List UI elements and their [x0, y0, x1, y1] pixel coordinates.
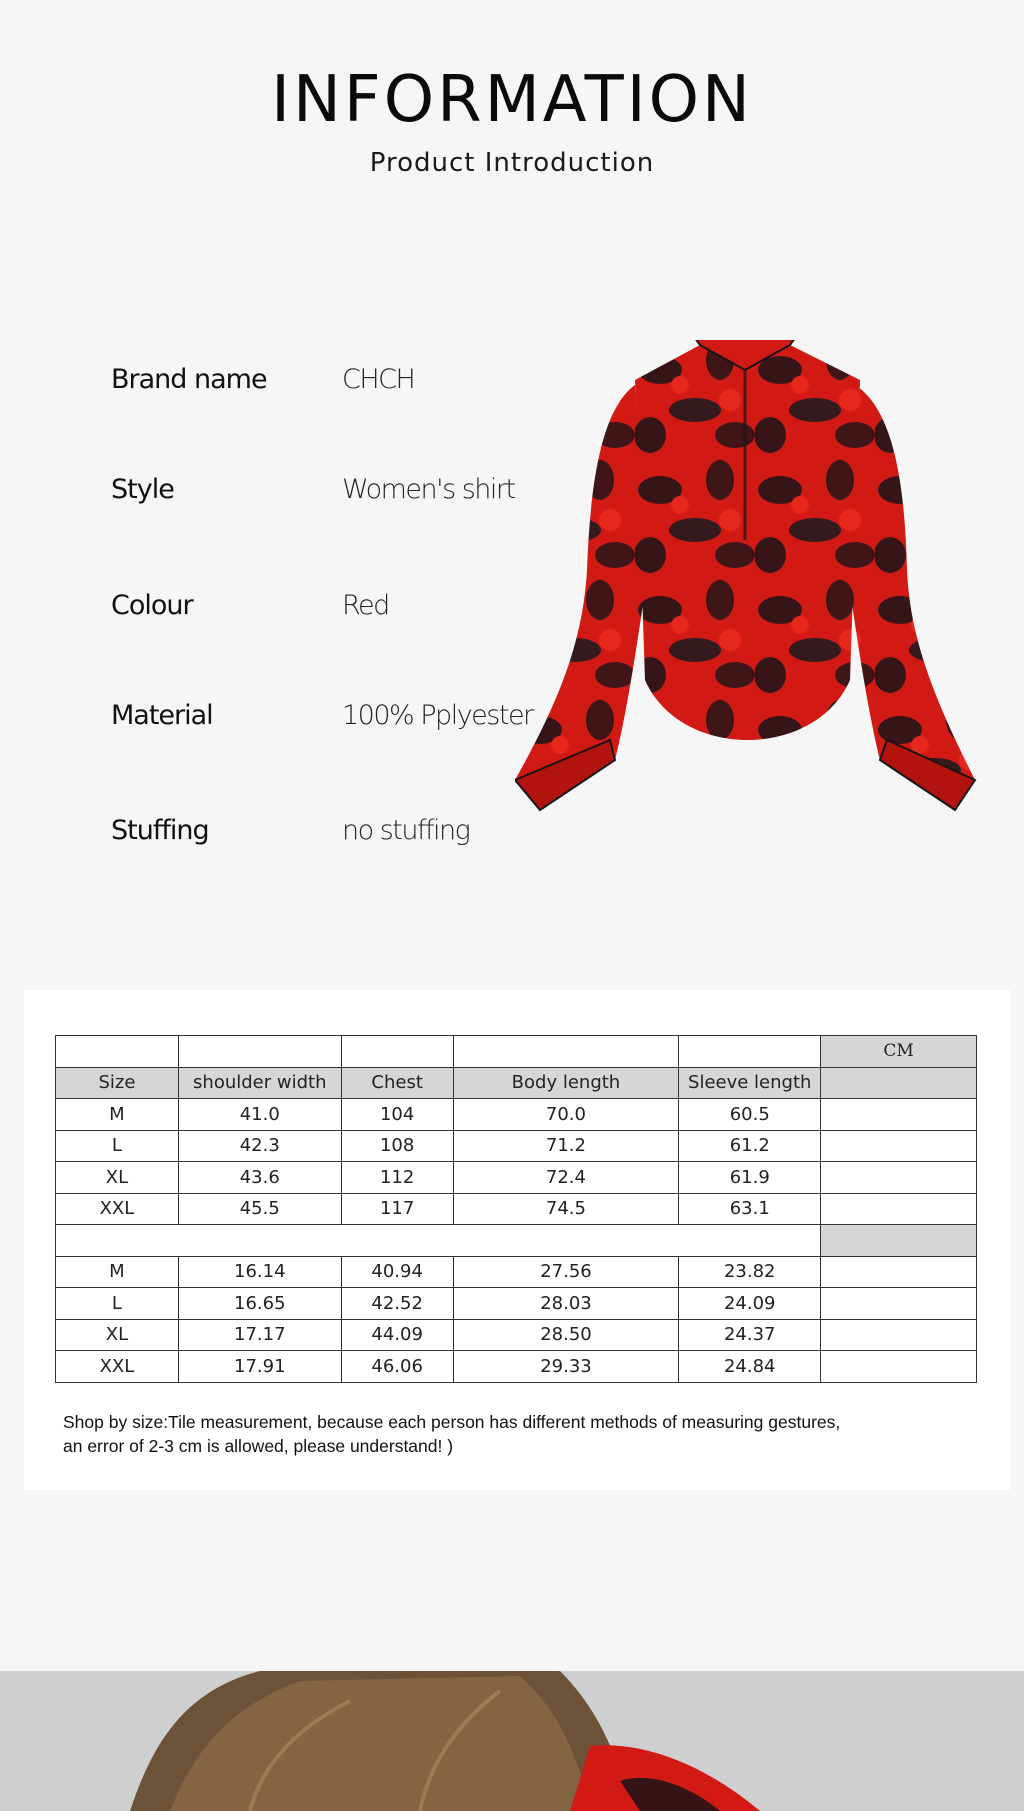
spec-row-stuffing	[0, 815, 540, 859]
table-cell: 16.14	[178, 1256, 341, 1288]
table-row	[56, 1193, 977, 1225]
table-cell: 27.56	[453, 1256, 679, 1288]
spec-label: Material	[111, 700, 213, 731]
spec-value: Red	[342, 590, 389, 621]
size-note-line: Shop by size:Tile measurement, because each person has different methods of measuring gestures,	[63, 1412, 841, 1432]
table-cell: 28.50	[453, 1319, 679, 1351]
spec-row-colour	[0, 590, 540, 634]
table-cell: 112	[341, 1162, 453, 1194]
table-row	[56, 1162, 977, 1194]
table-cell: 45.5	[178, 1193, 341, 1225]
table-cell: 29.33	[453, 1351, 679, 1383]
table-row	[56, 1288, 977, 1320]
table-cell: 61.2	[679, 1130, 821, 1162]
spec-row-style	[0, 474, 540, 518]
product-image-shirt	[515, 340, 980, 830]
spec-row-brand	[0, 364, 540, 408]
table-cell: XL	[56, 1319, 179, 1351]
table-cell: 41.0	[178, 1099, 341, 1131]
table-cell: XXL	[56, 1193, 179, 1225]
column-header: Size	[56, 1067, 179, 1099]
table-cell: 40.94	[341, 1256, 453, 1288]
table-cell: 28.03	[453, 1288, 679, 1320]
size-table	[55, 1035, 977, 1383]
table-cell: 61.9	[679, 1162, 821, 1194]
table-cell: 23.82	[679, 1256, 821, 1288]
spec-label: Style	[111, 474, 174, 505]
table-cell: 74.5	[453, 1193, 679, 1225]
size-note	[63, 1410, 963, 1458]
table-cell: 42.52	[341, 1288, 453, 1320]
spec-label: Brand name	[111, 364, 267, 395]
table-row-unit	[56, 1036, 977, 1068]
spec-value: 100% Pplyester	[342, 700, 533, 731]
page-header	[0, 58, 1024, 178]
column-header: Body length	[453, 1067, 679, 1099]
table-cell: M	[56, 1099, 179, 1131]
table-cell: 72.4	[453, 1162, 679, 1194]
table-cell: 43.6	[178, 1162, 341, 1194]
table-cell: 24.09	[679, 1288, 821, 1320]
unit-label: CM	[821, 1036, 977, 1068]
spec-value: no stuffing	[342, 815, 470, 846]
table-cell: 71.2	[453, 1130, 679, 1162]
table-cell: 24.37	[679, 1319, 821, 1351]
table-cell: 63.1	[679, 1193, 821, 1225]
table-row	[56, 1256, 977, 1288]
table-cell: L	[56, 1288, 179, 1320]
spec-value: Women's shirt	[342, 474, 515, 505]
table-cell: XL	[56, 1162, 179, 1194]
page-title: INFORMATION	[271, 63, 753, 137]
table-row-spacer	[56, 1225, 977, 1257]
table-row	[56, 1099, 977, 1131]
table-cell: 70.0	[453, 1099, 679, 1131]
table-cell: 16.65	[178, 1288, 341, 1320]
spec-row-material	[0, 700, 540, 744]
model-photo	[0, 1671, 1024, 1811]
column-header: shoulder width	[178, 1067, 341, 1099]
spec-label: Stuffing	[111, 815, 209, 846]
table-cell: 60.5	[679, 1099, 821, 1131]
table-cell: 24.84	[679, 1351, 821, 1383]
table-cell: 44.09	[341, 1319, 453, 1351]
table-cell: 17.91	[178, 1351, 341, 1383]
table-cell: 117	[341, 1193, 453, 1225]
table-cell: 104	[341, 1099, 453, 1131]
table-row	[56, 1130, 977, 1162]
table-cell: 108	[341, 1130, 453, 1162]
table-cell: M	[56, 1256, 179, 1288]
table-cell: XXL	[56, 1351, 179, 1383]
page-subtitle: Product Introduction	[369, 148, 655, 178]
spec-value: CHCH	[342, 364, 415, 395]
table-cell: 42.3	[178, 1130, 341, 1162]
column-header: Sleeve length	[679, 1067, 821, 1099]
table-cell: 17.17	[178, 1319, 341, 1351]
column-header: Chest	[341, 1067, 453, 1099]
size-chart-card	[24, 990, 1010, 1490]
table-row	[56, 1319, 977, 1351]
size-note-line: an error of 2-3 cm is allowed, please understand! )	[63, 1436, 454, 1456]
table-cell: 46.06	[341, 1351, 453, 1383]
table-header-row	[56, 1067, 977, 1099]
spec-label: Colour	[111, 590, 193, 621]
table-cell: L	[56, 1130, 179, 1162]
table-row	[56, 1351, 977, 1383]
